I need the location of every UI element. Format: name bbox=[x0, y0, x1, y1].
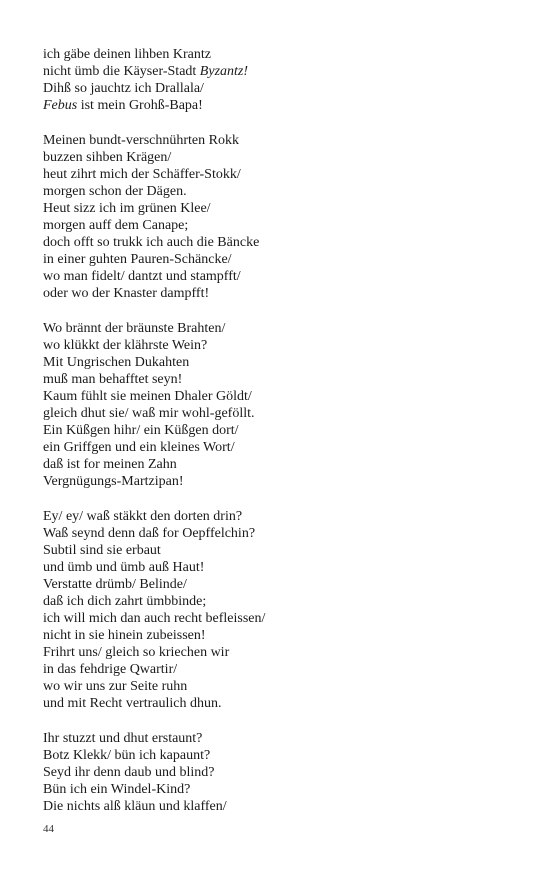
poem-line bbox=[43, 388, 523, 405]
poem-line bbox=[43, 627, 523, 644]
line-text: Kaum fühlt sie meinen Dhaler Göldt/ bbox=[43, 389, 252, 404]
poem-line bbox=[43, 268, 523, 285]
line-text: Die nichts alß kläun und klaffen/ bbox=[43, 799, 227, 814]
line-text: Ihr stuzzt und dhut erstaunt? bbox=[43, 731, 203, 746]
poem-line bbox=[43, 610, 523, 627]
line-text: ein Griffgen und ein kleines Wort/ bbox=[43, 440, 235, 455]
poem-line bbox=[43, 695, 523, 712]
line-text: heut zihrt mich der Schäffer-Stokk/ bbox=[43, 167, 241, 182]
line-text: Seyd ihr denn daub und blind? bbox=[43, 765, 215, 780]
line-text: daß ich dich zahrt ümbbinde; bbox=[43, 594, 207, 609]
line-text: Botz Klekk/ bün ich kapaunt? bbox=[43, 748, 211, 763]
line-text: morgen schon der Dägen. bbox=[43, 184, 187, 199]
italic-text: Febus bbox=[43, 98, 78, 113]
poem-line bbox=[43, 149, 523, 166]
line-text: Vergnügungs-Martzipan! bbox=[43, 474, 184, 489]
line-text: gleich dhut sie/ waß mir wohl-geföllt. bbox=[43, 406, 255, 421]
poem-line bbox=[43, 559, 523, 576]
poem-line bbox=[43, 251, 523, 268]
line-text: Meinen bundt-verschnührten Rokk bbox=[43, 133, 239, 148]
line-text: Bün ich ein Windel-Kind? bbox=[43, 782, 191, 797]
line-text: in das fehdrige Qwartir/ bbox=[43, 662, 178, 677]
poem-line bbox=[43, 456, 523, 473]
line-text: Waß seynd denn daß for Oepffelchin? bbox=[43, 526, 256, 541]
line-text: nicht in sie hinein zubeissen! bbox=[43, 628, 206, 643]
line-text: Ey/ ey/ waß stäkkt den dorten drin? bbox=[43, 509, 243, 524]
line-text: muß man behafftet seyn! bbox=[43, 372, 183, 387]
line-text: Frihrt uns/ gleich so kriechen wir bbox=[43, 645, 230, 660]
line-text: Verstatte drümb/ Belinde/ bbox=[43, 577, 187, 592]
italic-text: Byzantz! bbox=[199, 64, 249, 79]
poem-line bbox=[43, 542, 523, 559]
stanza bbox=[43, 132, 523, 302]
line-text: und mit Recht vertraulich dhun. bbox=[43, 696, 222, 711]
poem-line bbox=[43, 63, 523, 80]
line-text: Dihß so jauchtz ich Drallala/ bbox=[43, 81, 204, 96]
poem-line bbox=[43, 234, 523, 251]
poem-line bbox=[43, 183, 523, 200]
poem-line bbox=[43, 644, 523, 661]
poem-line bbox=[43, 97, 523, 114]
line-text: wo wir uns zur Seite ruhn bbox=[43, 679, 188, 694]
line-text: oder wo der Knaster dampfft! bbox=[43, 286, 210, 301]
poem-line bbox=[43, 473, 523, 490]
line-text: doch offt so trukk ich auch die Bäncke bbox=[43, 235, 260, 250]
poem-line bbox=[43, 285, 523, 302]
stanza bbox=[43, 730, 523, 815]
poem-line bbox=[43, 798, 523, 815]
line-text: wo man fidelt/ dantzt und stampfft/ bbox=[43, 269, 241, 284]
poem-line bbox=[43, 508, 523, 525]
line-text: buzzen sihben Krägen/ bbox=[43, 150, 172, 165]
line-text: nicht ümb die Käyser-Stadt bbox=[43, 64, 200, 79]
poem-line bbox=[43, 337, 523, 354]
line-text: in einer guhten Pauren-Schäncke/ bbox=[43, 252, 232, 267]
line-text: und ümb und ümb auß Haut! bbox=[43, 560, 205, 575]
line-text: Heut sizz ich im grünen Klee/ bbox=[43, 201, 211, 216]
poem-line bbox=[43, 678, 523, 695]
poem-line bbox=[43, 593, 523, 610]
poem-line bbox=[43, 80, 523, 97]
line-text: ich gäbe deinen lihben Krantz bbox=[43, 47, 211, 62]
line-text: morgen auff dem Canape; bbox=[43, 218, 189, 233]
poem-line bbox=[43, 439, 523, 456]
poem-line bbox=[43, 661, 523, 678]
stanza bbox=[43, 320, 523, 490]
page-number: 44 bbox=[43, 823, 54, 835]
line-text: wo klükkt der klährste Wein? bbox=[43, 338, 208, 353]
line-text: daß ist for meinen Zahn bbox=[43, 457, 177, 472]
line-text: Ein Küßgen hihr/ ein Küßgen dort/ bbox=[43, 423, 239, 438]
poem-line bbox=[43, 217, 523, 234]
poem-line bbox=[43, 422, 523, 439]
line-text: Mit Ungrischen Dukahten bbox=[43, 355, 190, 370]
poem-line bbox=[43, 132, 523, 149]
line-text: Wo brännt der bräunste Brahten/ bbox=[43, 321, 226, 336]
line-text: ich will mich dan auch recht befleissen/ bbox=[43, 611, 266, 626]
poem-line bbox=[43, 730, 523, 747]
poem-line bbox=[43, 200, 523, 217]
poem-line bbox=[43, 371, 523, 388]
poem-line bbox=[43, 781, 523, 798]
stanza bbox=[43, 46, 523, 114]
poem-line bbox=[43, 166, 523, 183]
poem-line bbox=[43, 764, 523, 781]
poem-text bbox=[43, 46, 523, 833]
line-text: Subtil sind sie erbaut bbox=[43, 543, 161, 558]
poem-line bbox=[43, 405, 523, 422]
poem-line bbox=[43, 46, 523, 63]
stanza bbox=[43, 508, 523, 712]
line-text: ist mein Grohß-Bapa! bbox=[77, 98, 203, 113]
poem-line bbox=[43, 525, 523, 542]
poem-line bbox=[43, 576, 523, 593]
poem-line bbox=[43, 354, 523, 371]
poem-line bbox=[43, 320, 523, 337]
poem-line bbox=[43, 747, 523, 764]
